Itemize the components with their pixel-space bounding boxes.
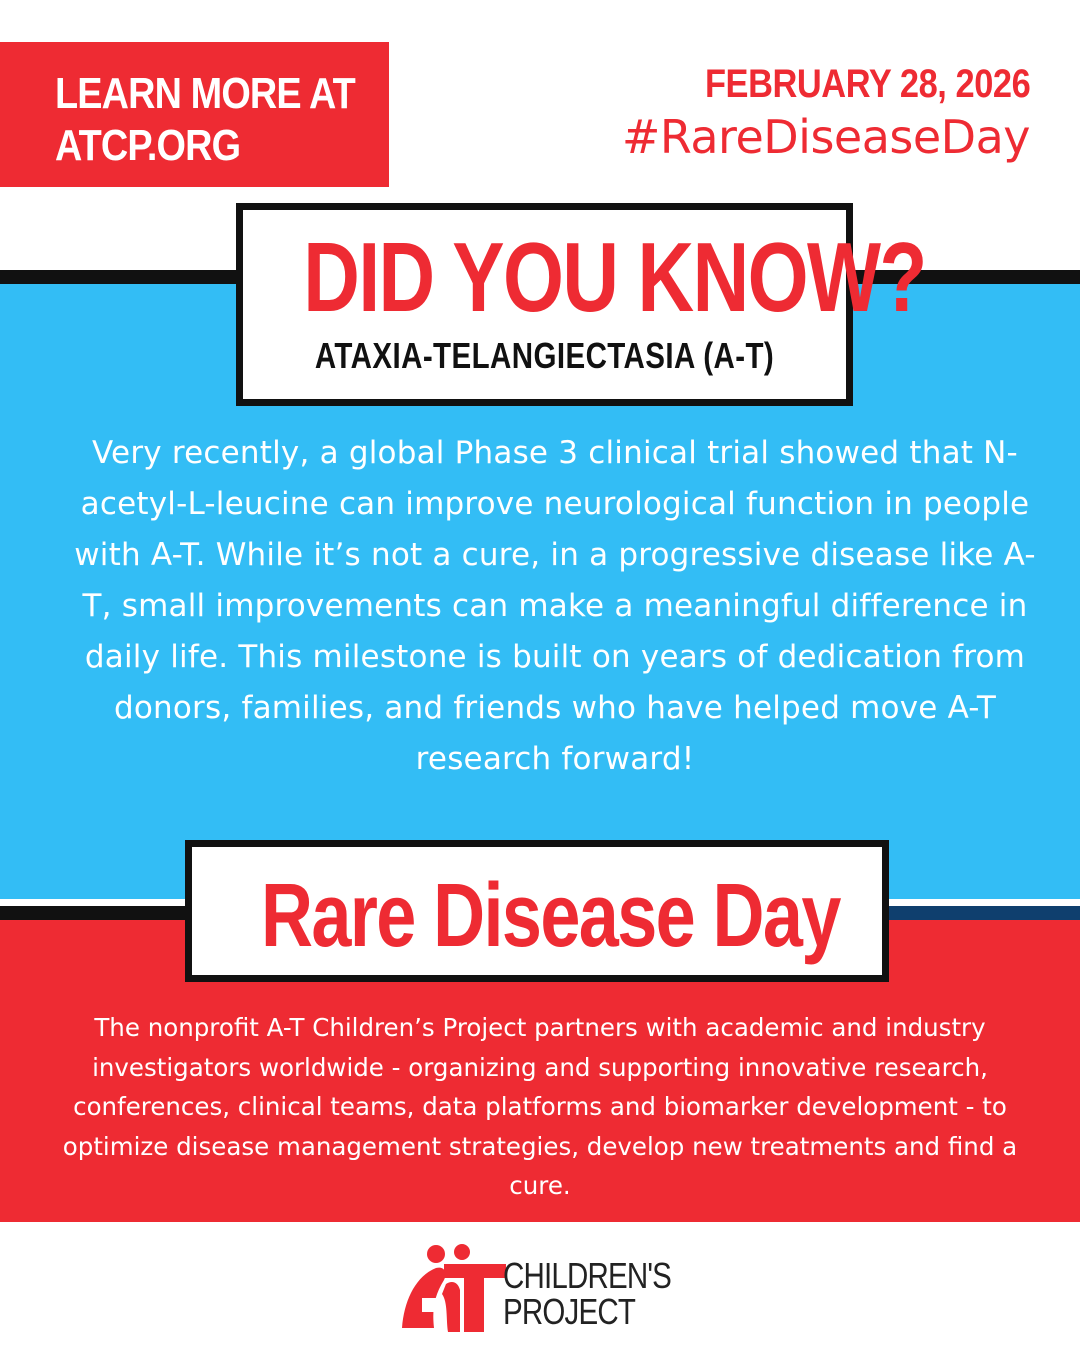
logo-text-childrens: CHILDREN'S: [503, 1255, 672, 1296]
rare-disease-day-box: [185, 840, 889, 982]
did-you-know-title: DID YOU KNOW?: [303, 222, 926, 332]
event-date: FEBRUARY 28, 2026: [704, 62, 1030, 106]
learn-more-url[interactable]: ATCP.ORG: [55, 121, 241, 170]
hashtag: #RareDiseaseDay: [621, 110, 1030, 164]
learn-more-line1: LEARN MORE AT: [55, 69, 355, 118]
rare-disease-day-body: The nonprofit A-T Children’s Project partners with academic and industry investigators worldwide - organizing and supporting innovative research, conferences, clinical teams, data platforms and biomarker development - to optimize disease management strategies, develop new treatments and find a cure.: [62, 1013, 1018, 1200]
did-you-know-subtitle: ATAXIA-TELANGIECTASIA (A-T): [314, 335, 775, 376]
logo-text-project: PROJECT: [503, 1291, 636, 1332]
did-you-know-body: Very recently, a global Phase 3 clinical trial showed that N-acetyl-L-leucine can improve neurological function in people with A-T. While it’s not a cure, in a progressive disease like A-T, small improvements can make a meaningful difference in daily life. This milestone is built on years of dedication from donors, families, and friends who have helped move A-T research forward!: [74, 435, 1036, 777]
divider-mid-left: [0, 906, 200, 920]
atcp-logo: [398, 1240, 688, 1335]
at-figures-logo-icon: [398, 1240, 508, 1335]
did-you-know-box: [236, 203, 926, 406]
divider-mid-right: [886, 906, 1080, 920]
learn-more-box: [0, 42, 389, 187]
rare-disease-day-title: Rare Disease Day: [261, 866, 840, 966]
